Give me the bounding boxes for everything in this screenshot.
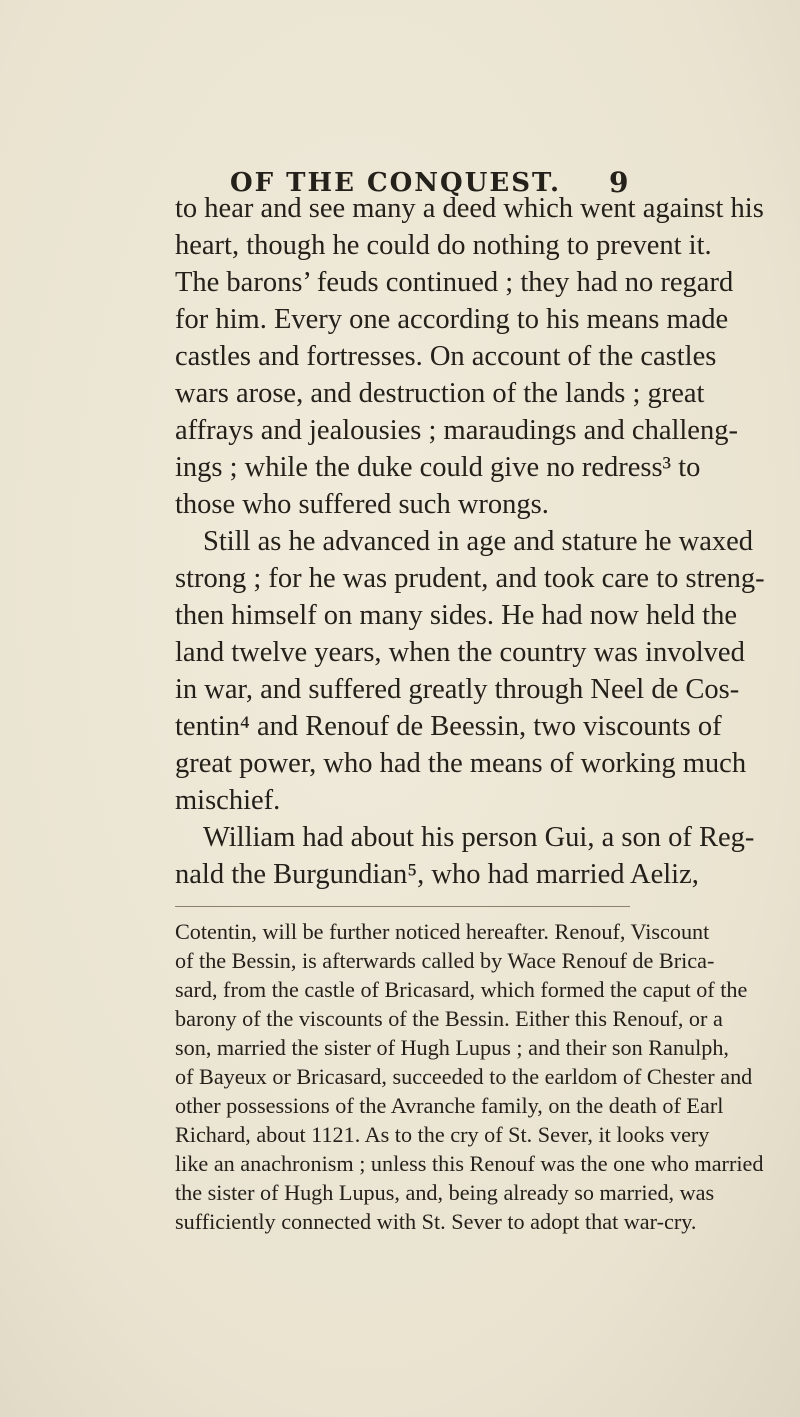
text-line: heart, though he could do nothing to prevent it.: [175, 230, 712, 261]
footnote-line: barony of the viscounts of the Bessin. Either this Renouf, or a: [175, 1006, 723, 1031]
text-line: strong ; for he was prudent, and took care to streng-: [175, 563, 765, 594]
footnote-line: sard, from the castle of Bricasard, which formed the caput of the: [175, 977, 748, 1002]
text-line: castles and fortresses. On account of the castles: [175, 341, 717, 372]
text-line: The barons’ feuds continued ; they had no regard: [175, 267, 734, 298]
text-line: in war, and suffered greatly through Neel de Cos-: [175, 674, 740, 705]
text-line: those who suffered such wrongs.: [175, 489, 549, 520]
page-number: 9: [609, 166, 629, 199]
footnote-line: like an anachronism ; unless this Renouf was the one who married: [175, 1151, 764, 1176]
text-line: ings ; while the duke could give no redress³ to: [175, 452, 701, 483]
text-line: affrays and jealousies ; maraudings and challeng-: [175, 415, 738, 446]
text-line: Still as he advanced in age and stature he waxed: [203, 526, 754, 557]
text-line: great power, who had the means of working much: [175, 748, 747, 779]
footnote-line: Cotentin, will be further noticed hereafter. Renouf, Viscount: [175, 919, 710, 944]
footnote-line: Richard, about 1121. As to the cry of St. Sever, it looks very: [175, 1122, 710, 1147]
text-line: for him. Every one according to his means made: [175, 304, 729, 335]
text-line: land twelve years, when the country was involved: [175, 637, 745, 668]
text-line: then himself on many sides. He had now held the: [175, 600, 737, 631]
footnote-line: the sister of Hugh Lupus, and, being already so married, was: [175, 1180, 715, 1205]
footnote-rule: [175, 906, 630, 907]
footnote-line: sufficiently connected with St. Sever to adopt that war-cry.: [175, 1209, 697, 1234]
text-line: nald the Burgundian⁵, who had married Aeliz,: [175, 859, 699, 890]
running-head-title: OF THE CONQUEST.: [230, 168, 562, 198]
text-line: to hear and see many a deed which went against his: [175, 193, 764, 224]
text-line: William had about his person Gui, a son of Reg-: [203, 822, 755, 853]
footnote-line: of the Bessin, is afterwards called by Wace Renouf de Brica-: [175, 948, 715, 973]
footnote-line: son, married the sister of Hugh Lupus ; and their son Ranulph,: [175, 1035, 729, 1060]
text-line: mischief.: [175, 785, 281, 816]
footnote-line: of Bayeux or Bricasard, succeeded to the earldom of Chester and: [175, 1064, 753, 1089]
footnote-line: other possessions of the Avranche family, on the death of Earl: [175, 1093, 724, 1118]
text-line: tentin⁴ and Renouf de Beessin, two viscounts of: [175, 711, 722, 742]
text-line: wars arose, and destruction of the lands ; great: [175, 378, 705, 409]
